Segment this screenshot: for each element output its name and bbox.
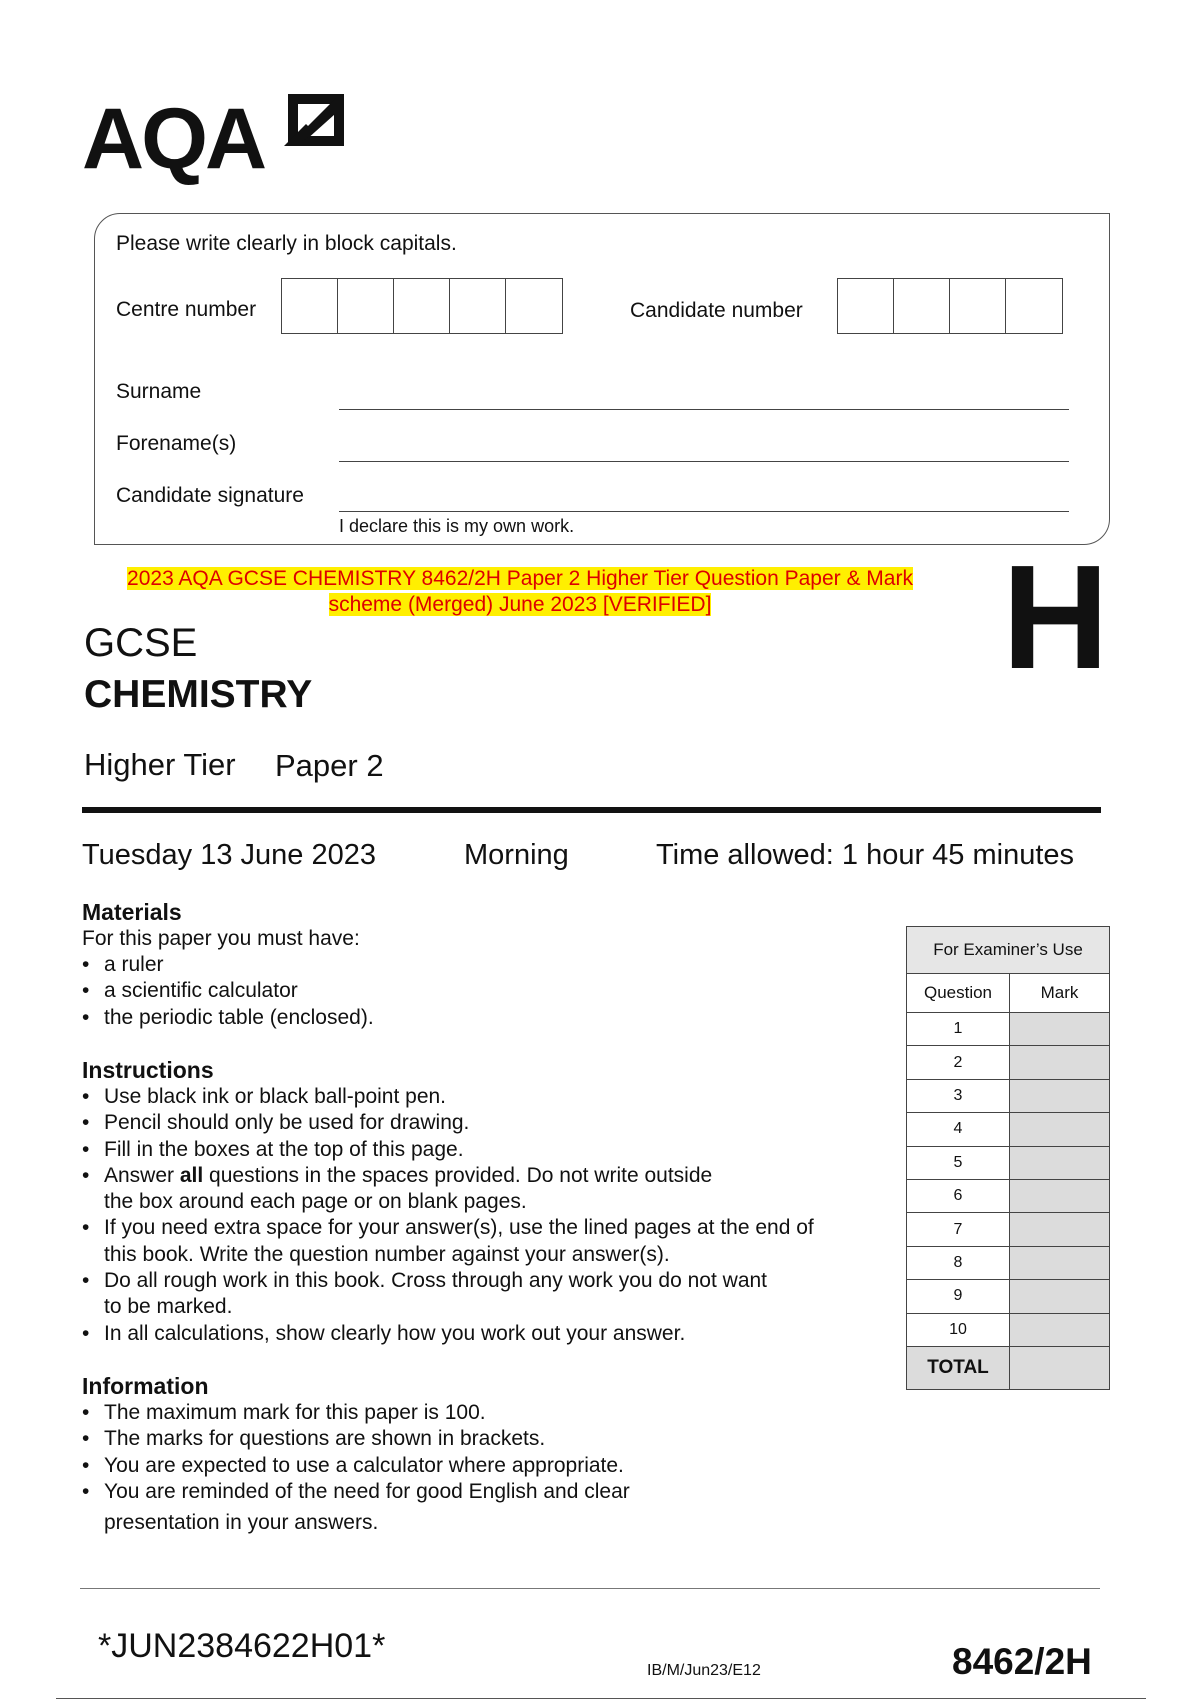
highlighted-title [80, 566, 960, 618]
total-mark-cell [1010, 1346, 1110, 1389]
list-item: • the periodic table (enclosed). [82, 1005, 862, 1031]
mark-cell [1010, 1246, 1110, 1279]
bottom-rule [56, 1698, 1146, 1699]
candidate-digit-box[interactable] [894, 279, 950, 333]
text-fragment: If you need extra space for your answer(s), use the lined pages at the end of [104, 1216, 814, 1240]
question-number: 8 [907, 1246, 1010, 1279]
question-number: 6 [907, 1179, 1010, 1212]
candidate-digit-box[interactable] [1006, 279, 1062, 333]
forename-line[interactable] [339, 461, 1069, 462]
mark-cell [1010, 1113, 1110, 1146]
header-rule [82, 807, 1101, 813]
list-item: • a scientific calculator [82, 978, 862, 1004]
text-fragment: questions in the spaces provided. Do not write outside [203, 1163, 713, 1187]
reference-code: IB/M/Jun23/E12 [647, 1662, 761, 1679]
information-list [82, 1400, 882, 1536]
total-row [907, 1346, 1110, 1389]
forename-label: Forename(s) [116, 432, 237, 455]
centre-number-boxes[interactable] [281, 278, 563, 334]
list-item: • Use black ink or black ball-point pen. [82, 1084, 882, 1110]
list-item [82, 1479, 882, 1537]
materials-intro: For this paper you must have: [82, 927, 360, 950]
text-fragment: the box around each page or on blank pages. [104, 1190, 527, 1214]
table-row [907, 1046, 1110, 1079]
tier-letter: H [1002, 535, 1109, 700]
bold-word: all [179, 1163, 204, 1187]
text-fragment: Do all rough work in this book. Cross through any work you do not want [104, 1269, 768, 1293]
barcode-text: *JUN2384622H01* [98, 1627, 386, 1665]
table-row [907, 1013, 1110, 1046]
table-row [907, 1113, 1110, 1146]
mark-cell [1010, 1146, 1110, 1179]
information-heading: Information [82, 1373, 209, 1399]
materials-section [82, 898, 862, 1031]
candidate-digit-box[interactable] [950, 279, 1006, 333]
list-item: • The maximum mark for this paper is 100. [82, 1400, 882, 1426]
aqa-tick-icon [284, 94, 344, 146]
question-number: 4 [907, 1113, 1010, 1146]
centre-digit-box[interactable] [338, 279, 394, 333]
candidate-details-box [94, 213, 1110, 545]
mark-column-header: Mark [1010, 974, 1110, 1013]
text-fragment: to be marked. [104, 1295, 233, 1319]
subject-title: CHEMISTRY [84, 673, 313, 716]
time-allowed: Time allowed: 1 hour 45 minutes [656, 839, 1075, 871]
highlighted-title-line1: 2023 AQA GCSE CHEMISTRY 8462/2H Paper 2 Higher Tier Question Paper & Mark [127, 567, 913, 590]
examiner-table-title: For Examiner’s Use [907, 927, 1110, 974]
declaration-text: I declare this is my own work. [339, 516, 575, 536]
instructions-list [82, 1084, 882, 1347]
mark-cell [1010, 1013, 1110, 1046]
examiner-use-table [906, 926, 1110, 1390]
table-row [907, 1179, 1110, 1212]
materials-list [82, 952, 862, 1031]
candidate-digit-box[interactable] [838, 279, 894, 333]
instructions-heading: Instructions [82, 1057, 214, 1083]
list-item: • a ruler [82, 952, 862, 978]
text-fragment: this book. Write the question number against your answer(s). [104, 1242, 670, 1266]
list-item: • The marks for questions are shown in brackets. [82, 1426, 882, 1452]
candidate-number-boxes[interactable] [837, 278, 1063, 334]
text-fragment: Answer [104, 1163, 180, 1187]
paper-label: Paper 2 [275, 748, 384, 783]
mark-cell [1010, 1213, 1110, 1246]
aqa-logo [82, 92, 352, 187]
list-item [82, 1268, 882, 1321]
block-capitals-instruction: Please write clearly in block capitals. [116, 232, 457, 255]
list-item: • In all calculations, show clearly how you work out your answer. [82, 1321, 882, 1347]
exam-date: Tuesday 13 June 2023 [82, 839, 376, 871]
question-number: 2 [907, 1046, 1010, 1079]
instructions-section [82, 1056, 882, 1347]
highlighted-title-line2: scheme (Merged) June 2023 [VERIFIED] [328, 593, 712, 616]
qualification: GCSE [84, 621, 198, 665]
table-row [907, 1213, 1110, 1246]
aqa-logo-text: AQA [82, 91, 265, 187]
question-number: 3 [907, 1079, 1010, 1112]
surname-line[interactable] [339, 409, 1069, 410]
list-item: • Pencil should only be used for drawing. [82, 1110, 882, 1136]
footer-rule [80, 1588, 1100, 1589]
paper-code: 8462/2H [952, 1641, 1092, 1682]
text-fragment: presentation in your answers. [104, 1511, 379, 1535]
centre-number-label: Centre number [116, 298, 257, 321]
question-column-header: Question [907, 974, 1010, 1013]
signature-label: Candidate signature [116, 484, 304, 507]
mark-cell [1010, 1079, 1110, 1112]
mark-cell [1010, 1280, 1110, 1313]
question-number: 7 [907, 1213, 1010, 1246]
exam-session: Morning [464, 839, 569, 871]
materials-heading: Materials [82, 899, 182, 925]
centre-digit-box[interactable] [394, 279, 450, 333]
question-number: 9 [907, 1280, 1010, 1313]
list-item [82, 1215, 882, 1268]
information-section [82, 1372, 882, 1536]
question-number: 1 [907, 1013, 1010, 1046]
centre-digit-box[interactable] [282, 279, 338, 333]
table-row [907, 1146, 1110, 1179]
mark-cell [1010, 1046, 1110, 1079]
signature-line[interactable] [339, 511, 1069, 512]
candidate-number-label: Candidate number [630, 299, 803, 322]
question-number: 5 [907, 1146, 1010, 1179]
centre-digit-box[interactable] [450, 279, 506, 333]
text-fragment: You are reminded of the need for good English and clear [104, 1479, 630, 1503]
question-number: 10 [907, 1313, 1010, 1346]
table-row [907, 1079, 1110, 1112]
total-label: TOTAL [907, 1346, 1010, 1389]
centre-digit-box[interactable] [506, 279, 562, 333]
table-row [907, 1313, 1110, 1346]
list-item [82, 1163, 882, 1216]
tier-label: Higher Tier [84, 747, 236, 782]
mark-cell [1010, 1179, 1110, 1212]
table-row [907, 1280, 1110, 1313]
list-item: • Fill in the boxes at the top of this page. [82, 1137, 882, 1163]
table-row [907, 1246, 1110, 1279]
mark-cell [1010, 1313, 1110, 1346]
list-item: • You are expected to use a calculator where appropriate. [82, 1453, 882, 1479]
surname-label: Surname [116, 380, 202, 403]
